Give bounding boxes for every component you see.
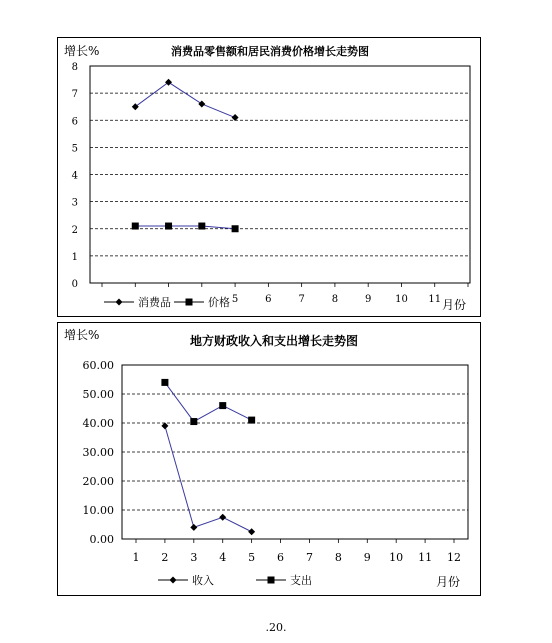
x-tick-label: 6 (277, 551, 285, 564)
data-point (248, 528, 255, 535)
data-point (198, 223, 205, 230)
x-axis-label: 月份 (441, 298, 467, 312)
x-tick-label: 12 (447, 551, 461, 564)
x-tick-label: 7 (298, 294, 305, 305)
y-tick-label: 6 (71, 116, 78, 128)
data-point (161, 379, 168, 386)
x-tick-label: 5 (248, 551, 256, 564)
x-tick-label: 9 (363, 551, 371, 564)
x-tick-label: 5 (231, 294, 239, 305)
y-tick-label: 10.00 (82, 504, 114, 517)
chart-title: 地方财政收入和支出增长走势图 (189, 334, 359, 348)
data-point (219, 514, 226, 521)
legend-marker (186, 299, 193, 306)
x-tick-label: 10 (395, 294, 408, 305)
y-tick-label: 7 (71, 89, 78, 101)
y-tick-label: 50.00 (82, 388, 114, 401)
series-line (135, 226, 235, 229)
data-point (248, 417, 255, 424)
x-tick-label: 7 (305, 551, 313, 564)
x-axis-label: 月份 (435, 575, 461, 589)
y-tick-label: 40.00 (82, 417, 114, 430)
x-tick-label: 11 (418, 551, 433, 564)
y-tick-label: 0.00 (89, 533, 114, 546)
data-point (232, 225, 239, 232)
data-point (161, 422, 168, 429)
x-tick-label: 3 (190, 551, 198, 564)
legend-label: 支出 (290, 574, 312, 587)
legend-marker (170, 577, 177, 584)
data-point (190, 524, 197, 531)
data-point (132, 223, 139, 230)
y-tick-label: 3 (71, 197, 78, 209)
chart-panel-retail-price (57, 37, 481, 317)
series-line (165, 382, 252, 421)
x-tick-label: 2 (161, 551, 169, 564)
x-tick-label: 10 (389, 551, 404, 564)
data-point (190, 418, 197, 425)
data-point (219, 402, 226, 409)
y-axis-label: 增长% (64, 328, 100, 342)
legend-label: 消费品 (138, 296, 171, 309)
y-tick-label: 4 (71, 170, 78, 182)
data-point (198, 100, 205, 107)
y-tick-label: 0 (71, 279, 78, 290)
legend-label: 价格 (208, 296, 230, 309)
legend-marker (268, 577, 275, 584)
y-axis-label: 增长% (64, 44, 100, 58)
x-tick-label: 8 (331, 294, 339, 305)
x-tick-label: 9 (364, 294, 372, 305)
data-point (165, 223, 172, 230)
chart-panel-fiscal (57, 322, 481, 596)
x-tick-label: 1 (132, 551, 140, 564)
legend-marker (116, 299, 123, 306)
series-line (135, 82, 235, 117)
x-tick-label: 6 (265, 294, 272, 305)
x-tick-label: 8 (334, 551, 342, 564)
page-number: .20. (265, 621, 287, 634)
chart-fiscal (58, 323, 480, 595)
data-point (132, 103, 139, 110)
y-tick-label: 5 (71, 143, 78, 155)
y-tick-label: 8 (71, 62, 78, 73)
y-tick-label: 2 (71, 224, 78, 236)
chart-retail-price (58, 38, 480, 316)
y-tick-label: 20.00 (82, 475, 114, 488)
y-tick-label: 1 (71, 251, 78, 263)
chart-title: 消费品零售额和居民消费价格增长走势图 (171, 45, 369, 58)
x-tick-label: 4 (219, 551, 227, 564)
series-line (165, 426, 252, 532)
x-tick-label: 11 (428, 294, 442, 305)
y-tick-label: 60.00 (82, 359, 114, 372)
data-point (165, 79, 172, 86)
y-tick-label: 30.00 (82, 446, 114, 459)
legend-label: 收入 (192, 574, 214, 587)
